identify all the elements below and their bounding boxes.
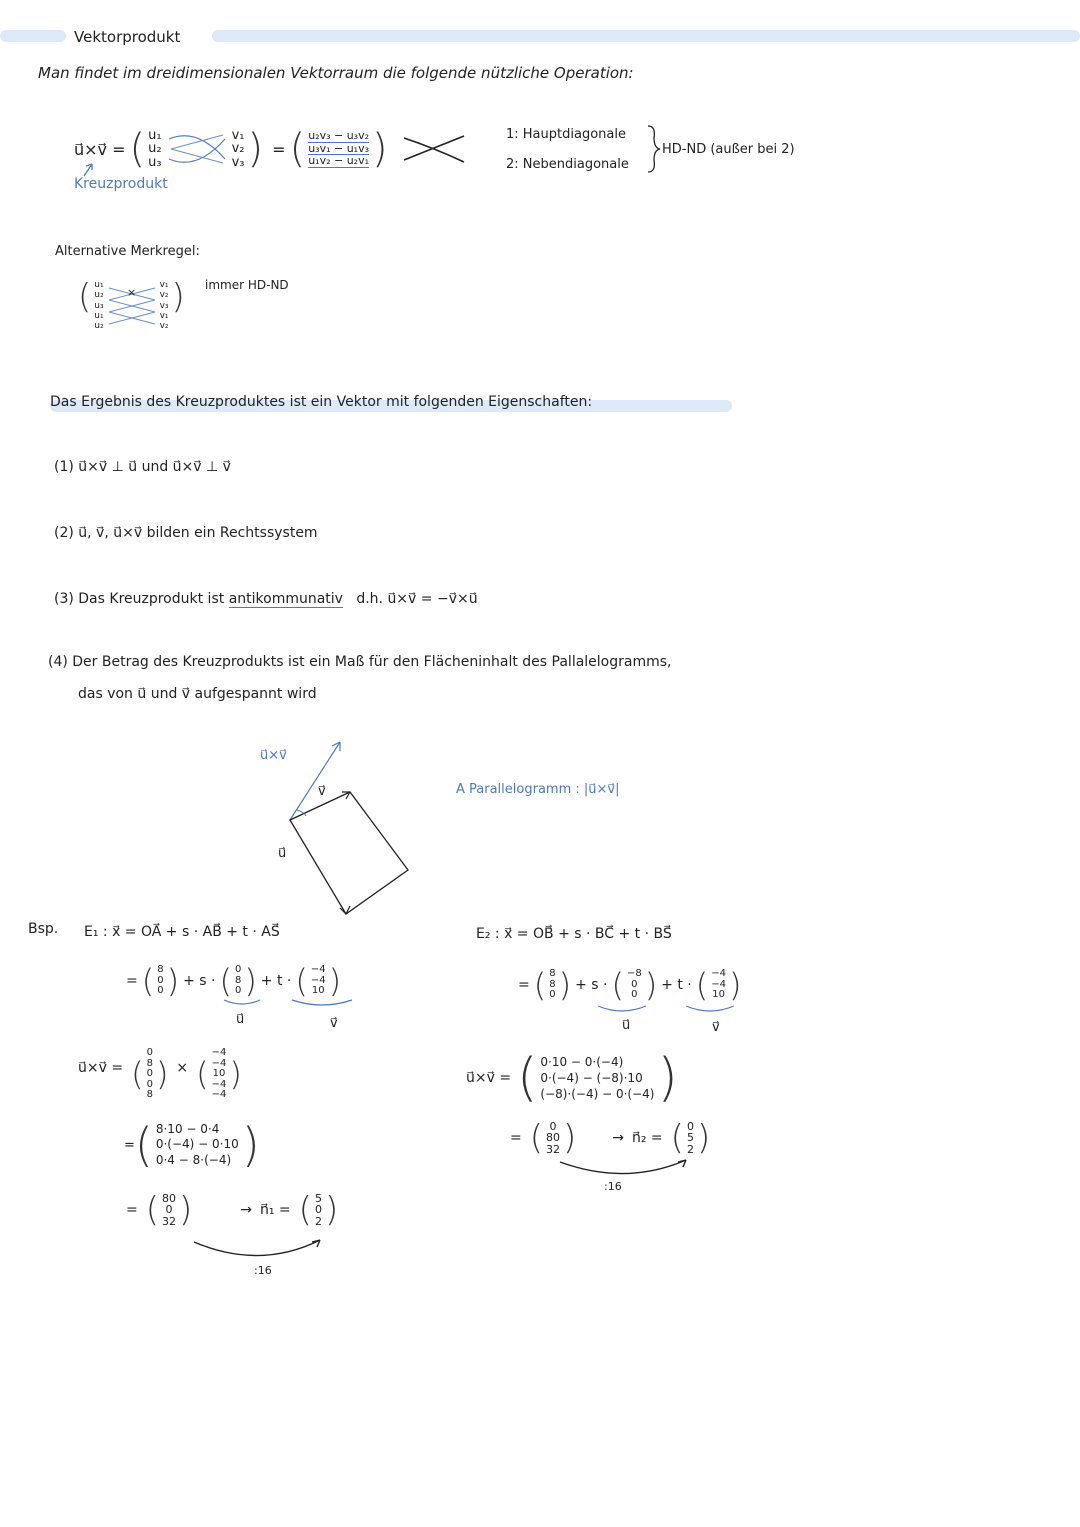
hd-nd-note: HD-ND (außer bei 2) [662, 142, 795, 157]
page-title: Vektorprodukt [74, 28, 181, 46]
e1-u-label: u⃗ [236, 1012, 245, 1027]
intro-text: Man findet im dreidimensionalen Vektorraum die folgende nützliche Operation: [38, 64, 634, 82]
property-4-line-2: das von u⃗ und v⃗ aufgespannt wird [78, 686, 317, 702]
figure-label-uxv: u⃗×v⃗ [260, 748, 287, 763]
e1-normal-label: n⃗₁ = [260, 1202, 291, 1218]
cross-diagonals-icon [167, 129, 227, 169]
figure-label-u: u⃗ [278, 846, 287, 861]
alternative-scheme: ( u₁ u₂ u₃ u₁ u₂ × v₁ v₂ v₃ v₁ v₂ ) [78, 280, 185, 336]
alternative-title: Alternative Merkregel: [55, 244, 200, 259]
cross-product-lhs: u⃗×v⃗ = [74, 139, 126, 159]
e2-param-form: = ( 8 8 0 ) + s · ( −8 0 0 ) + t · ( −4 −4 10 ) [518, 966, 742, 1004]
alternative-note: immer HD-ND [205, 278, 289, 292]
svg-text:×: × [126, 286, 136, 299]
e1-param-form: = ( 8 0 0 ) + s · ( 0 8 0 ) + t · ( −4 −4 10 ) [126, 962, 342, 1000]
properties-intro: Das Ergebnis des Kreuzproduktes ist ein Vektor mit folgenden Eigenschaften: [50, 394, 593, 410]
e1-braces [222, 998, 382, 1012]
e2-divisor: :16 [604, 1180, 622, 1193]
e2-result-vector: ( 0 80 32 ) [529, 1118, 577, 1158]
definition-formula: u⃗×v⃗ = ( u₁ u₂ u₃ v₁ v₂ v₃ ) = ( u₂v₃ − u₃v₂ u₃v₁ − u₁v₃ u₁v₂ − u₂v₁ ) [74, 126, 388, 172]
e1-normal-vector: ( 5 0 2 ) [298, 1190, 339, 1230]
diagonal-1-label: 1: Hauptdiagonale [506, 127, 626, 142]
e2-v-label: v⃗ [712, 1020, 720, 1035]
e2-result: = ( 0 80 32 ) → n⃗₂ = ( 0 5 2 ) [510, 1118, 711, 1158]
kreuzprodukt-arrow [80, 160, 100, 180]
e1-direction-v: ( −4 −4 10 ) [295, 962, 342, 1000]
e2-braces [590, 1004, 770, 1018]
e2-divide-arrow [556, 1156, 696, 1182]
area-formula: A Parallelogramm : |u⃗×v⃗| [456, 782, 620, 797]
e2-direction-u: ( −8 0 0 ) [611, 966, 658, 1004]
e1-result-vector: ( 80 0 32 ) [145, 1190, 193, 1230]
e1-cross-setup: u⃗×v⃗ = ( 0 8 0 0 8 ) × ( −4 −4 10 −4 −4 ) [78, 1047, 242, 1100]
e1-equation: E₁ : x⃗ = OA⃗ + s · AB⃗ + t · AS⃗ [84, 924, 280, 940]
example-label: Bsp. [28, 921, 59, 937]
cross-x-icon [402, 134, 466, 164]
property-3: (3) Das Kreuzprodukt ist antikommunativ d.h. u⃗×v⃗ = −v⃗×u⃗ [54, 591, 478, 607]
e1-result: = ( 80 0 32 ) → n⃗₁ = ( 5 0 2 ) [126, 1190, 339, 1230]
definition-result-vector: ( u₂v₃ − u₃v₂ u₃v₁ − u₁v₃ u₁v₂ − u₂v₁ ) [289, 126, 388, 172]
title-highlight-left [0, 30, 66, 42]
e1-v-label: v⃗ [330, 1016, 338, 1031]
property-4-line-1: (4) Der Betrag des Kreuzprodukts ist ein Maß für den Flächeninhalt des Pallalelogramms, [48, 654, 672, 670]
v-vector: v₁ v₂ v₃ ) [231, 126, 264, 172]
figure-label-v: v⃗ [318, 784, 326, 799]
e1-divide-arrow [190, 1236, 330, 1266]
e2-normal-label: n⃗₂ = [632, 1130, 663, 1146]
alternative-cross-lines [107, 280, 157, 336]
parallelogram-figure [250, 740, 450, 920]
e1-support-vector: ( 8 0 0 ) [141, 962, 180, 1000]
e2-equation: E₂ : x⃗ = OB⃗ + s · BC⃗ + t · BS⃗ [476, 926, 672, 942]
e2-calculation: u⃗×v⃗ = ( 0·10 − 0·(−4) 0·(−4) − (−8)·10 (−8)·(−4) − 0·(−4) ) [466, 1048, 678, 1108]
e1-direction-u: ( 0 8 0 ) [219, 962, 257, 1000]
e1-calculation: = ( 8·10 − 0·4 0·(−4) − 0·10 0·4 − 8·(−4) ) [124, 1118, 260, 1172]
property-1: (1) u⃗×v⃗ ⊥ u⃗ und u⃗×v⃗ ⊥ v⃗ [54, 459, 231, 475]
e2-normal-vector: ( 0 5 2 ) [670, 1118, 711, 1158]
e1-divisor: :16 [254, 1264, 272, 1277]
property-2: (2) u⃗, v⃗, u⃗×v⃗ bilden ein Rechtssystem [54, 525, 318, 541]
brace-icon [646, 124, 662, 174]
diagonal-2-label: 2: Nebendiagonale [506, 157, 629, 172]
antikommunativ-term: antikommunativ [228, 591, 343, 607]
e2-support-vector: ( 8 8 0 ) [533, 966, 572, 1004]
u-vector: ( u₁ u₂ u₃ [129, 126, 162, 172]
kreuzprodukt-label: Kreuzprodukt [74, 176, 168, 192]
e2-u-label: u⃗ [622, 1018, 631, 1033]
title-highlight-right [212, 30, 1080, 42]
e2-direction-v: ( −4 −4 10 ) [695, 966, 742, 1004]
